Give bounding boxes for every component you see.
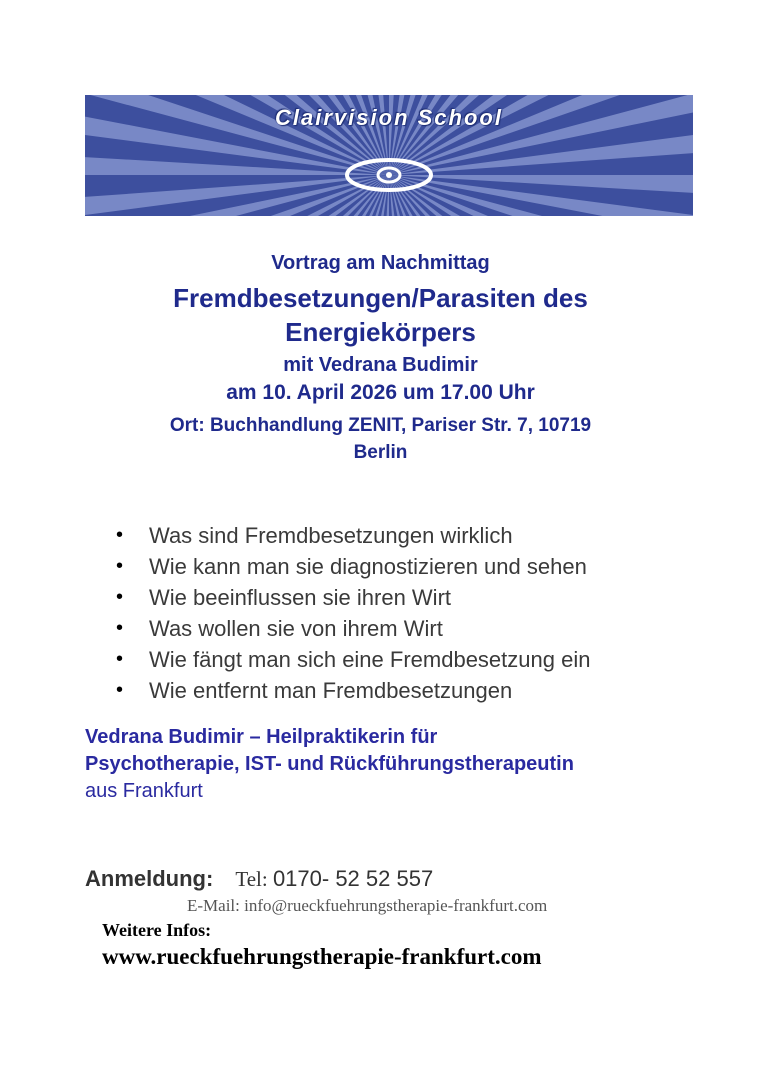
clairvision-banner [85, 95, 693, 216]
event-subtitle: Vortrag am Nachmittag [271, 252, 490, 274]
bio-line2: Psychotherapie, IST- und Rückführungstherapeutin [85, 753, 574, 775]
list-item: • Was sind Fremdbesetzungen wirklich [113, 520, 590, 551]
list-item: • Wie fängt man sich eine Fremdbesetzung ein [113, 644, 590, 675]
list-item: • Wie kann man sie diagnostizieren und sehen [113, 551, 590, 582]
event-title-line1: Fremdbesetzungen/Parasiten des [173, 283, 588, 313]
bio-line1: Vedrana Budimir – Heilpraktikerin für [85, 726, 438, 748]
bio-line3: aus Frankfurt [85, 780, 203, 802]
email-contact[interactable]: E-Mail: info@rueckfuehrungstherapie-frankfurt.com [187, 896, 548, 915]
event-location-line1: Ort: Buchhandlung ZENIT, Pariser Str. 7, 10719 [169, 415, 592, 436]
topic-list [113, 520, 590, 706]
tel-label: Tel: [235, 867, 273, 891]
event-title-line2: Energiekörpers [285, 317, 476, 347]
registration [85, 866, 433, 892]
list-item: • Was wollen sie von ihrem Wirt [113, 613, 590, 644]
list-item: • Wie beeinflussen sie ihren Wirt [113, 582, 590, 613]
event-location [60, 412, 701, 466]
registration-label: Anmeldung: [85, 866, 214, 891]
tel-number[interactable]: 0170- 52 52 557 [272, 866, 434, 891]
event-date: am 10. April 2026 um 17.00 Uhr [226, 381, 535, 404]
event-location-line2: Berlin [353, 442, 408, 463]
speaker-bio [85, 724, 574, 805]
website-link[interactable]: www.rueckfuehrungstherapie-frankfurt.com [102, 944, 542, 969]
event-title [60, 281, 701, 349]
banner-title: Clairvision School [275, 105, 503, 130]
more-info-label: Weitere Infos: [102, 920, 212, 940]
event-speaker: mit Vedrana Budimir [283, 354, 478, 376]
list-item: • Wie entfernt man Fremdbesetzungen [113, 675, 590, 706]
